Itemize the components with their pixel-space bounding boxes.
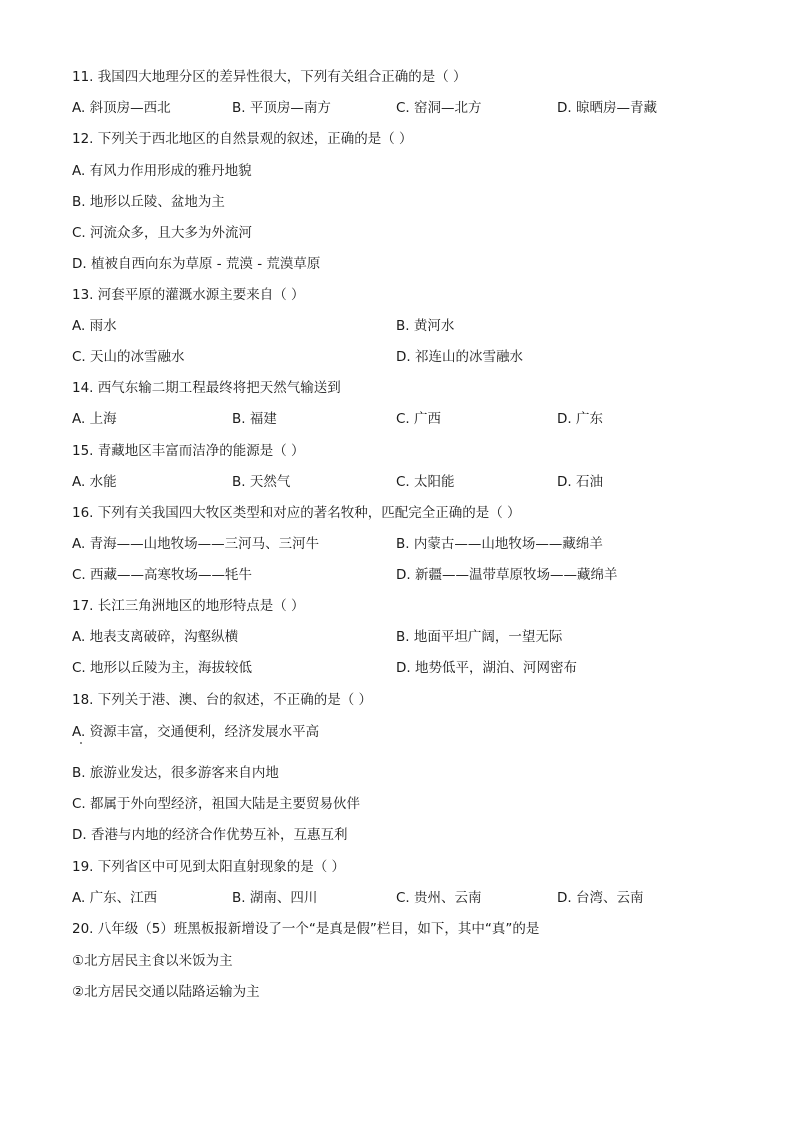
question-20-stem: 20. 八年级（5）班黑板报新增设了一个“是真是假”栏目，如下，其中“真”的是 <box>72 921 540 937</box>
question-13-option-d: D. 祁连山的冰雪融水 <box>396 349 523 365</box>
question-13-option-c: C. 天山的冰雪融水 <box>72 349 185 365</box>
question-12-option-b: B. 地形以丘陵、盆地为主 <box>72 194 225 210</box>
question-17-option-d: D. 地势低平，湖泊、河网密布 <box>396 660 577 676</box>
question-11-option-b: B. 平顶房—南方 <box>232 100 331 116</box>
question-19-option-d: D. 台湾、云南 <box>557 890 644 906</box>
question-16-option-a: A. 青海——山地牧场——三河马、三河牛 <box>72 536 320 552</box>
question-19-option-b: B. 湖南、四川 <box>232 890 318 906</box>
question-19-option-c: C. 贵州、云南 <box>396 890 482 906</box>
question-11-option-d: D. 晾晒房—青藏 <box>557 100 657 116</box>
question-11-stem: 11. 我国四大地理分区的差异性很大，下列有关组合正确的是（ ） <box>72 69 467 85</box>
question-13-stem: 13. 河套平原的灌溉水源主要来自（ ） <box>72 287 305 303</box>
question-16-option-b: B. 内蒙古——山地牧场——藏绵羊 <box>396 536 603 552</box>
question-12-option-a: A. 有风力作用形成的雅丹地貌 <box>72 163 252 179</box>
question-18-option-c: C. 都属于外向型经济，祖国大陆是主要贸易伙伴 <box>72 796 361 812</box>
question-12-stem: 12. 下列关于西北地区的自然景观的叙述，正确的是（ ） <box>72 131 413 147</box>
question-20-statement-1: ①北方居民主食以米饭为主 <box>72 953 233 969</box>
question-15-option-b: B. 天然气 <box>232 474 291 490</box>
question-17-option-b: B. 地面平坦广阔，一望无际 <box>396 629 563 645</box>
question-15-stem: 15. 青藏地区丰富而洁净的能源是（ ） <box>72 443 305 459</box>
question-16-option-c: C. 西藏——高寒牧场——牦牛 <box>72 567 253 583</box>
question-19-stem: 19. 下列省区中可见到太阳直射现象的是（ ） <box>72 859 346 875</box>
question-18-option-d: D. 香港与内地的经济合作优势互补，互惠互利 <box>72 827 348 843</box>
question-14-option-d: D. 广东 <box>557 411 603 427</box>
question-14-option-a: A. 上海 <box>72 411 117 427</box>
question-15-option-d: D. 石油 <box>557 474 603 490</box>
question-14-option-c: C. 广西 <box>396 411 442 427</box>
question-18-stem: 18. 下列关于港、澳、台的叙述，不正确的是（ ） <box>72 692 373 708</box>
question-16-stem: 16. 下列有关我国四大牧区类型和对应的著名牧种，匹配完全正确的是（ ） <box>72 505 521 521</box>
question-17-option-a: A. 地表支离破碎，沟壑纵横 <box>72 629 239 645</box>
question-11-option-c: C. 窑洞—北方 <box>396 100 482 116</box>
question-12-option-d: D. 植被自西向东为草原 - 荒漠 - 荒漠草原 <box>72 256 321 272</box>
question-18-option-b: B. 旅游业发达，很多游客来自内地 <box>72 765 279 781</box>
question-13-option-b: B. 黄河水 <box>396 318 455 334</box>
question-17-option-c: C. 地形以丘陵为主，海拔较低 <box>72 660 253 676</box>
question-20-statement-2: ②北方居民交通以陆路运输为主 <box>72 984 260 1000</box>
question-15-option-a: A. 水能 <box>72 474 117 490</box>
question-15-option-c: C. 太阳能 <box>396 474 455 490</box>
question-16-option-d: D. 新疆——温带草原牧场——藏绵羊 <box>396 567 618 583</box>
question-14-option-b: B. 福建 <box>232 411 277 427</box>
stray-mark <box>80 742 82 744</box>
question-11-option-a: A. 斜顶房—西北 <box>72 100 171 116</box>
question-19-option-a: A. 广东、江西 <box>72 890 158 906</box>
question-12-option-c: C. 河流众多，且大多为外流河 <box>72 225 253 241</box>
question-17-stem: 17. 长江三角洲地区的地形特点是（ ） <box>72 598 305 614</box>
question-13-option-a: A. 雨水 <box>72 318 117 334</box>
question-14-stem: 14. 西气东输二期工程最终将把天然气输送到 <box>72 380 341 396</box>
question-18-option-a: A. 资源丰富，交通便利，经济发展水平高 <box>72 724 320 740</box>
